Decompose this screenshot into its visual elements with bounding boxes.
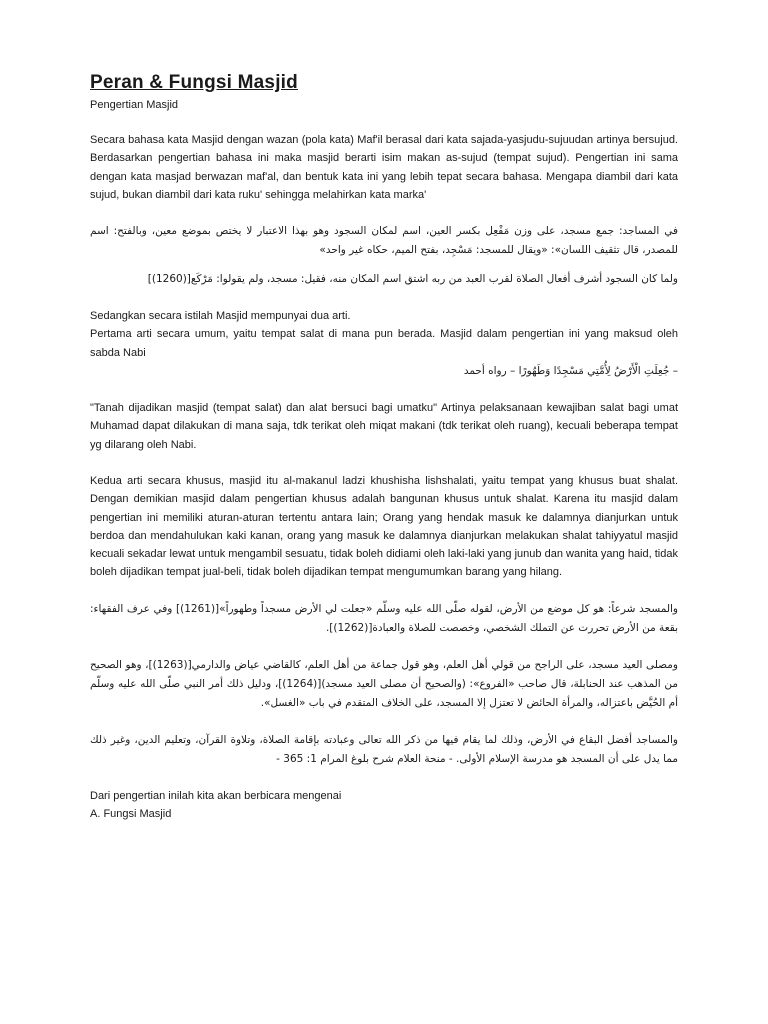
paragraph-specific-meaning: Kedua arti secara khusus, masjid itu al-makanul ladzi khushisha lishshalati, yaitu tempat yang khusus buat shalat. Dengan demikian masjid dalam pengertian khusus adalah bangunan khusus untuk shalat. Karena itu masjid dalam pengertian ini memiliki aturan-aturan tertentu antara lain; Orang yang hendak masuk ke dalamnya dianjurkan untuk berdoa dan mendahulukan kaki kanan, orang yang masuk ke dalamnya dianjurkan melakukan shalat tahiyyatul masjid kecuali sekadar lewat untuk mengambil sesuatu, tidak boleh didiami oleh laki-laki yang junub dan wanita yang haid, tidak boleh dijadikan tempat jual-beli, tidak boleh dijadikan tempat mengumumkan barang yang hilang. (90, 474, 678, 579)
document-body (90, 70, 678, 823)
arabic-quote-sharia: والمسجد شرعاً: هو كل موضع من الأرض، لقوله صلّى الله عليه وسلّم «جعلت لي الأرض مسجداً وطهوراً»[(1261)] وفي عرف الفقهاء: بقعة من الأرض تحررت عن التملك الشخصي، وخصصت للصلاة والعبادة[(1262)]. (90, 602, 679, 634)
arabic-quote-virtue: والمساجد أفضل البقاع في الأرض، وذلك لما يقام فيها من ذكر الله تعالى وعبادته بإقامة الصلاة، وتلاوة القرآن، وتعليم الدين، وغير ذلك مما يدل على أن المسجد هو مدرسة الإسلام الأولى. - منحة العلام شرح بلوغ المرام 1: 365 - (90, 733, 678, 765)
closing-line: Dari pengertian inilah kita akan berbicara mengenai (90, 789, 342, 802)
paragraph-hadith-translation: "Tanah dijadikan masjid (tempat salat) dan alat bersuci bagi umatku" Artinya pelaksanaan kewajiban salat bagi umat Muhamad dapat dilakukan di mana saja, tdk terikat oleh miqat makani (tdk terikat oleh ruang), kecuali beberapa tempat yg dilarang oleh Nabi. (90, 402, 678, 451)
arabic-quote-eid-prayer: ومصلى العيد مسجد، على الراجح من قولي أهل العلم، وهو قول جماعة من أهل العلم، كالقاضي عياض والدارمي[(1263)]، وهو الصحيح من المذهب عند الحنابلة، قال صاحب «الفروع»: (والصحيح أن مصلى العيد مسجد)[(1264)]، ودليل ذلك أمر النبي صلّى الله عليه وسلّم أم الحُيَّض باعتزاله، والمرأة الحائض لا تعتزل إلا المسجد، على الخلاف المتقدم في باب «الغسل». (90, 658, 678, 709)
paragraph-general-meaning: Pertama arti secara umum, yaitu tempat salat di mana pun berada. Masjid dalam pengertian ini yang maksud oleh sabda Nabi (90, 328, 678, 359)
paragraph-etymology: Secara bahasa kata Masjid dengan wazan (pola kata) Maf'il berasal dari kata sajada-yasjudu-sujuudan artinya bersujud. Berdasarkan pengertian bahasa ini maka masjid berarti isim makan as-sujud (tempat sujud). Pengertian ini sama dengan kata masjad berwazan maf'al, dan bentuk kata ini yang lebih tepat secara bahasa. Mengapa diambil dari kata sujud, bukan diambil dari kata ruku' sehingga melahirkan kata marka' (90, 134, 678, 201)
arabic-hadith: – جُعِلَتِ الْأَرْضُ لِأُمَّتِي مَسْجِدًا وَطَهُورًا – رواه أحمد (463, 365, 678, 378)
section-heading-fungsi: A. Fungsi Masjid (90, 808, 172, 821)
arabic-quote-definition: في المساجد: جمع مسجد، على وزن مَفْعِل بكسر العين، اسم لمكان السجود وهو بهذا الاعتبار لا يختص بموضع معين، وبالفتح: اسم للمصدر، قال تثقيف اللسان»: «ويقال للمسجد: مَسْجِد، بفتح الميم، حكاه غير واحد» (90, 225, 678, 257)
section-subtitle: Pengertian Masjid (90, 99, 179, 111)
paragraph-terminology: Sedangkan secara istilah Masjid mempunyai dua arti. (90, 310, 351, 323)
arabic-quote-sujud: ولما كان السجود أشرف أفعال الصلاة لقرب العبد من ربه اشتق اسم المكان منه، فقيل: مسجد، ولم يقولوا: مَرْكَع[(1260)] (147, 273, 678, 286)
document-title: Peran & Fungsi Masjid (90, 72, 298, 93)
